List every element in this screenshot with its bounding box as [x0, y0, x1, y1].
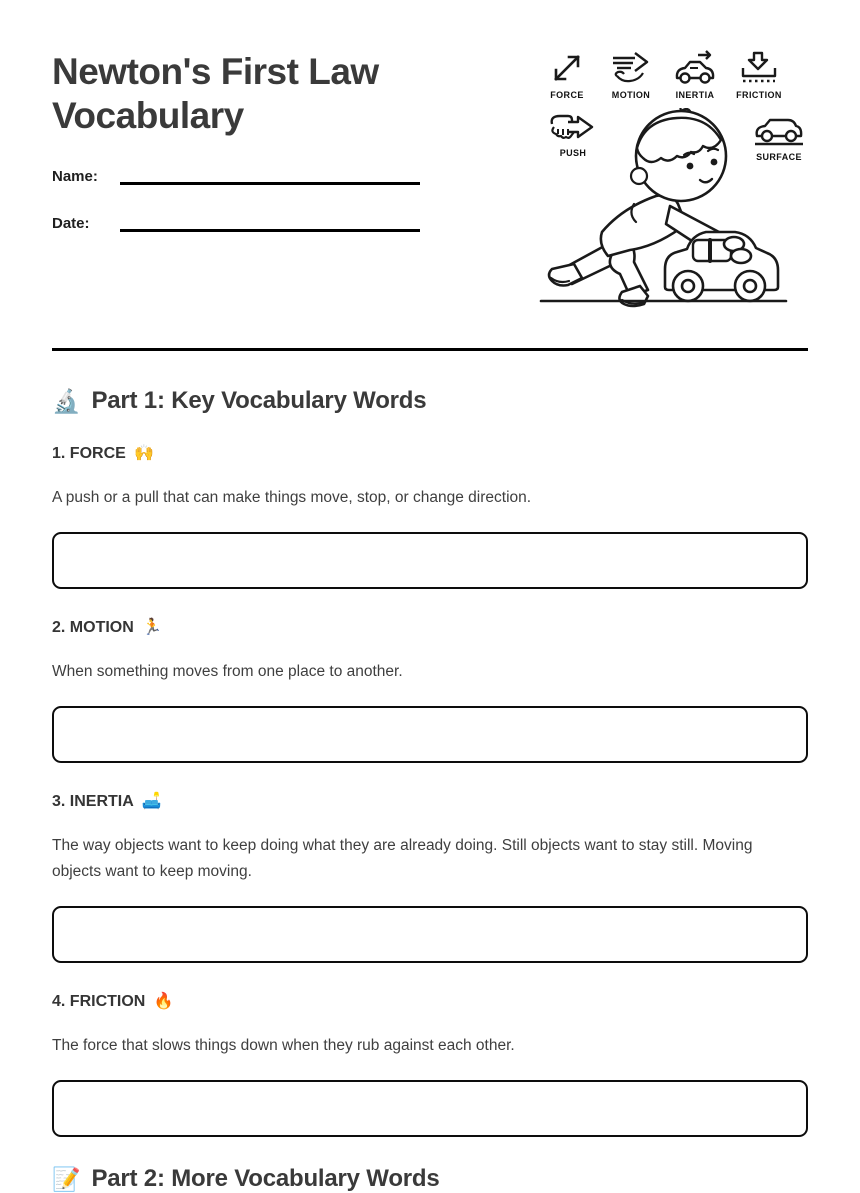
header-left: [52, 50, 512, 310]
part2-heading: [52, 1165, 808, 1193]
microscope-icon: 🔬: [52, 387, 81, 414]
fire-icon: 🔥: [153, 993, 174, 1010]
friction-icon: [730, 50, 788, 100]
vocab-item-motion: [52, 617, 808, 763]
physics-illustration: [538, 50, 808, 308]
inertia-icon: [666, 50, 724, 100]
runner-icon: 🏃: [142, 619, 163, 636]
answer-box-inertia[interactable]: [52, 906, 808, 963]
friction-icon-label: FRICTION: [736, 90, 782, 100]
vocab-definition: The way objects want to keep doing what they are already doing. Still objects want to stay still. Moving objects want to keep moving.: [52, 837, 753, 880]
name-label: Name:: [52, 168, 98, 186]
page-title: Newton's First Law Vocabulary: [52, 51, 379, 137]
vocab-item-force: [52, 443, 808, 589]
boy-pushing-car-illustration: [538, 108, 805, 308]
motion-icon-label: MOTION: [611, 90, 651, 100]
push-icon-label: PUSH: [559, 148, 587, 158]
surface-icon-label: SURFACE: [756, 152, 802, 162]
name-input-line[interactable]: [120, 167, 420, 185]
vocab-number: 4.: [52, 993, 66, 1010]
force-icon: [538, 50, 596, 100]
vocab-term: FRICTION: [69, 993, 146, 1010]
answer-box-force[interactable]: [52, 532, 808, 589]
vocab-number: 3.: [52, 793, 66, 810]
vocab-item-heading: [52, 791, 808, 811]
vocab-term: FORCE: [69, 445, 126, 462]
part2-heading-text: Part 2: More Vocabulary Words: [91, 1165, 440, 1192]
vocab-number: 1.: [52, 445, 66, 462]
part1-heading: [52, 387, 808, 415]
vocab-item-heading: [52, 617, 808, 637]
couch-icon: 🛋️: [141, 793, 162, 810]
vocab-term: MOTION: [69, 619, 134, 636]
header: [52, 50, 808, 310]
vocab-item-heading: [52, 443, 808, 463]
vocab-definition: The force that slows things down when they rub against each other.: [52, 1037, 515, 1054]
vocab-number: 2.: [52, 619, 66, 636]
vocab-term: INERTIA: [69, 793, 134, 810]
vocab-item-inertia: [52, 791, 808, 963]
date-label: Date:: [52, 215, 90, 233]
icon-row: [538, 50, 788, 100]
name-field-row: [52, 163, 512, 185]
vocab-item-friction: [52, 991, 808, 1137]
answer-box-motion[interactable]: [52, 706, 808, 763]
part1-heading-text: Part 1: Key Vocabulary Words: [91, 387, 427, 414]
vocab-definition: A push or a pull that can make things move, stop, or change direction.: [52, 489, 532, 506]
answer-box-friction[interactable]: [52, 1080, 808, 1137]
vocab-definition: When something moves from one place to another.: [52, 663, 403, 680]
date-input-line[interactable]: [120, 214, 420, 232]
force-icon-label: FORCE: [550, 90, 584, 100]
inertia-icon-label: INERTIA: [675, 90, 715, 100]
raising-hands-icon: 🙌: [134, 445, 155, 462]
section-divider: [52, 348, 808, 351]
date-field-row: [52, 210, 512, 232]
motion-icon: [602, 50, 660, 100]
memo-icon: 📝: [52, 1165, 81, 1192]
vocab-item-heading: [52, 991, 808, 1011]
